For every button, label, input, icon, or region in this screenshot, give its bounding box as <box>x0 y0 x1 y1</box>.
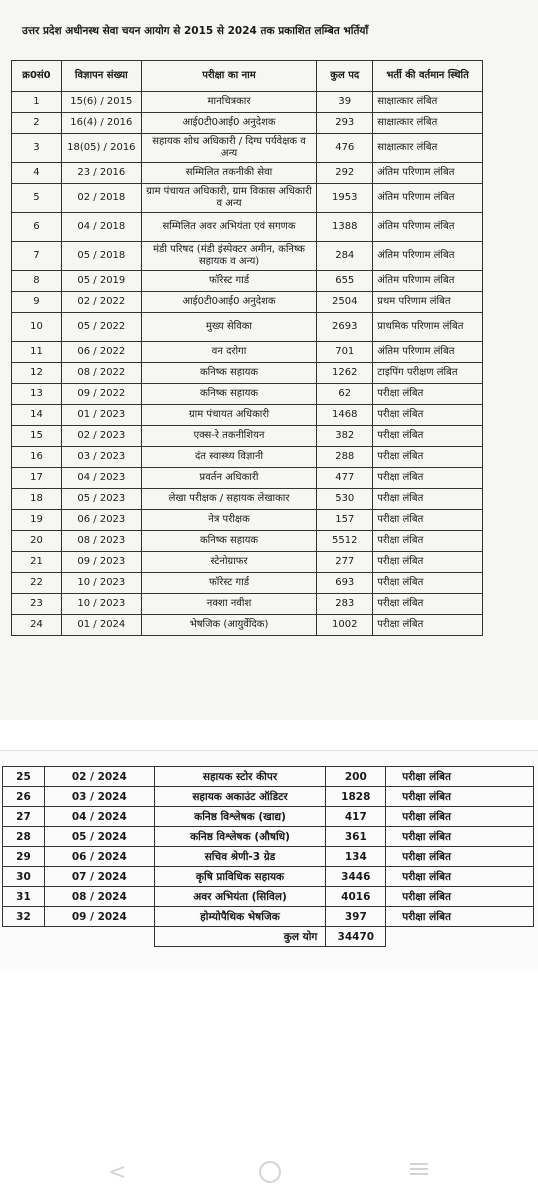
table-row <box>12 510 483 531</box>
cell-adv: 08 / 2023 <box>61 531 141 552</box>
cell-posts: 292 <box>317 163 373 184</box>
table-row <box>3 867 534 887</box>
cell-posts: 1468 <box>317 405 373 426</box>
cell-exam: कृषि प्राविधिक सहायक <box>154 867 326 887</box>
cell-sno: 5 <box>12 184 62 213</box>
cell-posts: 382 <box>317 426 373 447</box>
cell-adv: 18(05) / 2016 <box>61 134 141 163</box>
cell-status: परीक्षा लंबित <box>373 531 483 552</box>
cell-exam: फॉरेस्ट गार्ड <box>141 271 317 292</box>
cell-posts: 4016 <box>326 887 386 907</box>
recruitment-table-2 <box>2 766 534 947</box>
header-adv: विज्ञापन संख्या <box>61 61 141 92</box>
cell-sno: 23 <box>12 594 62 615</box>
cell-adv: 09 / 2023 <box>61 552 141 573</box>
cell-posts: 476 <box>317 134 373 163</box>
cell-exam: आई0टी0आई0 अनुदेशक <box>141 113 317 134</box>
cell-status: परीक्षा लंबित <box>386 767 534 787</box>
android-nav-bar <box>0 1146 538 1200</box>
header-sno: क्र0सं0 <box>12 61 62 92</box>
cell-exam: भेषजिक (आयुर्वेदिक) <box>141 615 317 636</box>
cell-posts: 701 <box>317 342 373 363</box>
cell-adv: 06 / 2022 <box>61 342 141 363</box>
cell-sno: 19 <box>12 510 62 531</box>
cell-sno: 4 <box>12 163 62 184</box>
total-value: 34470 <box>326 927 386 947</box>
table-row <box>12 384 483 405</box>
cell-posts: 1388 <box>317 213 373 242</box>
cell-adv: 10 / 2023 <box>61 573 141 594</box>
cell-status: साक्षात्कार लंबित <box>373 113 483 134</box>
cell-posts: 1953 <box>317 184 373 213</box>
cell-posts: 39 <box>317 92 373 113</box>
cell-exam: प्रवर्तन अधिकारी <box>141 468 317 489</box>
cell-sno: 32 <box>3 907 45 927</box>
cell-exam: कनिष्क सहायक <box>141 531 317 552</box>
cell-status: परीक्षा लंबित <box>373 447 483 468</box>
table-row <box>3 847 534 867</box>
cell-exam: लेखा परीक्षक / सहायक लेखाकार <box>141 489 317 510</box>
cell-sno: 26 <box>3 787 45 807</box>
cell-sno: 22 <box>12 573 62 594</box>
cell-posts: 134 <box>326 847 386 867</box>
cell-exam: सहायक अकाउंट ऑडिटर <box>154 787 326 807</box>
cell-sno: 14 <box>12 405 62 426</box>
cell-adv: 05 / 2019 <box>61 271 141 292</box>
cell-posts: 293 <box>317 113 373 134</box>
header-exam: परीक्षा का नाम <box>141 61 317 92</box>
cell-status: अंतिम परिणाम लंबित <box>373 242 483 271</box>
cell-posts: 397 <box>326 907 386 927</box>
cell-adv: 02 / 2022 <box>61 292 141 313</box>
cell-posts: 2504 <box>317 292 373 313</box>
cell-adv: 05 / 2023 <box>61 489 141 510</box>
cell-sno: 25 <box>3 767 45 787</box>
cell-adv: 03 / 2023 <box>61 447 141 468</box>
cell-adv: 08 / 2024 <box>44 887 154 907</box>
total-label: कुल योग <box>154 927 326 947</box>
cell-adv: 02 / 2024 <box>44 767 154 787</box>
page-gap <box>0 720 538 750</box>
cell-adv: 08 / 2022 <box>61 363 141 384</box>
cell-sno: 18 <box>12 489 62 510</box>
cell-adv: 16(4) / 2016 <box>61 113 141 134</box>
cell-exam: सहायक शोध अधिकारी / दिग्घ पर्यवेक्षक व अन्य <box>141 134 317 163</box>
cell-status: परीक्षा लंबित <box>373 615 483 636</box>
cell-status: परीक्षा लंबित <box>386 887 534 907</box>
home-icon[interactable] <box>259 1161 281 1183</box>
table-row <box>12 489 483 510</box>
cell-status: परीक्षा लंबित <box>386 807 534 827</box>
cell-sno: 24 <box>12 615 62 636</box>
cell-status: परीक्षा लंबित <box>373 489 483 510</box>
cell-sno: 15 <box>12 426 62 447</box>
cell-adv: 04 / 2018 <box>61 213 141 242</box>
cell-status: अंतिम परिणाम लंबित <box>373 342 483 363</box>
recruitment-table-1 <box>11 60 483 636</box>
header-status: भर्ती की वर्तमान स्थिति <box>373 61 483 92</box>
cell-exam: आई0टी0आई0 अनुदेशक <box>141 292 317 313</box>
cell-posts: 530 <box>317 489 373 510</box>
cell-adv: 05 / 2022 <box>61 313 141 342</box>
cell-exam: ग्राम पंचायत अधिकारी, ग्राम विकास अधिकारी व अन्य <box>141 184 317 213</box>
cell-posts: 62 <box>317 384 373 405</box>
table-row <box>12 184 483 213</box>
cell-sno: 1 <box>12 92 62 113</box>
cell-status: अंतिम परिणाम लंबित <box>373 213 483 242</box>
cell-adv: 05 / 2024 <box>44 827 154 847</box>
cell-exam: नक्शा नवीश <box>141 594 317 615</box>
cell-exam: वन दरोगा <box>141 342 317 363</box>
cell-sno: 6 <box>12 213 62 242</box>
table-row <box>12 405 483 426</box>
cell-posts: 284 <box>317 242 373 271</box>
cell-status: परीक्षा लंबित <box>373 510 483 531</box>
table-row <box>3 907 534 927</box>
cell-posts: 1002 <box>317 615 373 636</box>
table-row <box>12 113 483 134</box>
cell-exam: मुख्य सेविका <box>141 313 317 342</box>
table-row <box>3 827 534 847</box>
cell-sno: 8 <box>12 271 62 292</box>
cell-adv: 01 / 2024 <box>61 615 141 636</box>
cell-exam: एक्स-रे तकनीशियन <box>141 426 317 447</box>
cell-status: परीक्षा लंबित <box>386 867 534 887</box>
cell-exam: सचिव श्रेणी-3 ग्रेड <box>154 847 326 867</box>
cell-sno: 7 <box>12 242 62 271</box>
cell-status: परीक्षा लंबित <box>373 552 483 573</box>
cell-status: परीक्षा लंबित <box>373 426 483 447</box>
cell-status: परीक्षा लंबित <box>386 827 534 847</box>
cell-status: अंतिम परिणाम लंबित <box>373 184 483 213</box>
cell-sno: 3 <box>12 134 62 163</box>
cell-sno: 21 <box>12 552 62 573</box>
cell-status: परीक्षा लंबित <box>373 573 483 594</box>
cell-posts: 3446 <box>326 867 386 887</box>
cell-posts: 283 <box>317 594 373 615</box>
cell-exam: सहायक स्टोर कीपर <box>154 767 326 787</box>
cell-sno: 27 <box>3 807 45 827</box>
cell-adv: 02 / 2018 <box>61 184 141 213</box>
cell-posts: 277 <box>317 552 373 573</box>
menu-icon[interactable] <box>410 1160 428 1178</box>
cell-sno: 12 <box>12 363 62 384</box>
cell-exam: कनिष्ठ विश्लेषक (खाद्य) <box>154 807 326 827</box>
cell-posts: 361 <box>326 827 386 847</box>
cell-status: प्रथम परिणाम लंबित <box>373 292 483 313</box>
cell-sno: 2 <box>12 113 62 134</box>
cell-status: परीक्षा लंबित <box>373 468 483 489</box>
cell-adv: 02 / 2023 <box>61 426 141 447</box>
cell-posts: 1828 <box>326 787 386 807</box>
table-row <box>12 242 483 271</box>
cell-adv: 23 / 2016 <box>61 163 141 184</box>
cell-adv: 01 / 2023 <box>61 405 141 426</box>
cell-posts: 477 <box>317 468 373 489</box>
cell-exam: अवर अभियंता (सिविल) <box>154 887 326 907</box>
total-row <box>3 927 534 947</box>
cell-exam: फॉरेस्ट गार्ड <box>141 573 317 594</box>
cell-posts: 655 <box>317 271 373 292</box>
table-row <box>12 163 483 184</box>
table-row <box>12 573 483 594</box>
cell-sno: 11 <box>12 342 62 363</box>
cell-adv: 05 / 2018 <box>61 242 141 271</box>
cell-status: प्राथमिक परिणाम लंबित <box>373 313 483 342</box>
cell-sno: 20 <box>12 531 62 552</box>
cell-status: परीक्षा लंबित <box>373 405 483 426</box>
table-row <box>12 531 483 552</box>
cell-sno: 31 <box>3 887 45 907</box>
cell-exam: स्टेनोग्राफर <box>141 552 317 573</box>
cell-adv: 10 / 2023 <box>61 594 141 615</box>
cell-status: अंतिम परिणाम लंबित <box>373 163 483 184</box>
header-posts: कुल पद <box>317 61 373 92</box>
cell-posts: 1262 <box>317 363 373 384</box>
cell-adv: 03 / 2024 <box>44 787 154 807</box>
cell-adv: 09 / 2022 <box>61 384 141 405</box>
table-row <box>12 615 483 636</box>
cell-posts: 5512 <box>317 531 373 552</box>
cell-status: परीक्षा लंबित <box>373 384 483 405</box>
cell-adv: 15(6) / 2015 <box>61 92 141 113</box>
cell-sno: 28 <box>3 827 45 847</box>
table-row <box>12 552 483 573</box>
cell-adv: 04 / 2023 <box>61 468 141 489</box>
cell-exam: सम्मिलित तकनीकी सेवा <box>141 163 317 184</box>
cell-posts: 693 <box>317 573 373 594</box>
cell-status: साक्षात्कार लंबित <box>373 134 483 163</box>
table-row <box>12 342 483 363</box>
table-row <box>3 787 534 807</box>
cell-status: टाइपिंग परीक्षण लंबित <box>373 363 483 384</box>
cell-posts: 2693 <box>317 313 373 342</box>
table-row <box>12 426 483 447</box>
cell-exam: मंडी परिषद (मंडी इंस्पेक्टर अमीन, कनिष्क सहायक व अन्य) <box>141 242 317 271</box>
cell-adv: 04 / 2024 <box>44 807 154 827</box>
cell-posts: 288 <box>317 447 373 468</box>
cell-adv: 09 / 2024 <box>44 907 154 927</box>
cell-status: परीक्षा लंबित <box>386 847 534 867</box>
cell-exam: होम्योपैथिक भेषजिक <box>154 907 326 927</box>
cell-sno: 30 <box>3 867 45 887</box>
table-row <box>12 92 483 113</box>
cell-sno: 29 <box>3 847 45 867</box>
cell-exam: कनिष्क सहायक <box>141 363 317 384</box>
back-icon[interactable]: < <box>108 1160 127 1185</box>
table-row <box>12 468 483 489</box>
table-row <box>3 807 534 827</box>
table-row <box>12 313 483 342</box>
cell-status: परीक्षा लंबित <box>386 907 534 927</box>
cell-adv: 07 / 2024 <box>44 867 154 887</box>
page-title: उत्तर प्रदेश अधीनस्थ सेवा चयन आयोग से 2015 से 2024 तक प्रकाशित लम्बित भर्तियाँ <box>22 25 369 37</box>
cell-exam: सम्मिलित अवर अभियंता एवं सगणक <box>141 213 317 242</box>
cell-exam: दंत स्वास्थ्य विज्ञानी <box>141 447 317 468</box>
cell-sno: 16 <box>12 447 62 468</box>
table-row <box>3 767 534 787</box>
cell-status: परीक्षा लंबित <box>373 594 483 615</box>
table-row <box>3 887 534 907</box>
cell-sno: 17 <box>12 468 62 489</box>
cell-adv: 06 / 2023 <box>61 510 141 531</box>
table-row <box>12 134 483 163</box>
cell-posts: 157 <box>317 510 373 531</box>
table-row <box>12 292 483 313</box>
cell-posts: 417 <box>326 807 386 827</box>
table-row <box>12 447 483 468</box>
cell-adv: 06 / 2024 <box>44 847 154 867</box>
document-page-2 <box>0 750 538 971</box>
table-row <box>12 363 483 384</box>
cell-status: अंतिम परिणाम लंबित <box>373 271 483 292</box>
cell-status: साक्षात्कार लंबित <box>373 92 483 113</box>
cell-exam: कनिष्क सहायक <box>141 384 317 405</box>
table-row <box>12 271 483 292</box>
cell-sno: 9 <box>12 292 62 313</box>
cell-exam: ग्राम पंचायत अधिकारी <box>141 405 317 426</box>
cell-exam: नेत्र परीक्षक <box>141 510 317 531</box>
cell-exam: मानचित्रकार <box>141 92 317 113</box>
cell-sno: 10 <box>12 313 62 342</box>
table-row <box>12 213 483 242</box>
cell-sno: 13 <box>12 384 62 405</box>
table-row <box>12 594 483 615</box>
cell-exam: कनिष्ठ विश्लेषक (औषधि) <box>154 827 326 847</box>
cell-posts: 200 <box>326 767 386 787</box>
cell-status: परीक्षा लंबित <box>386 787 534 807</box>
